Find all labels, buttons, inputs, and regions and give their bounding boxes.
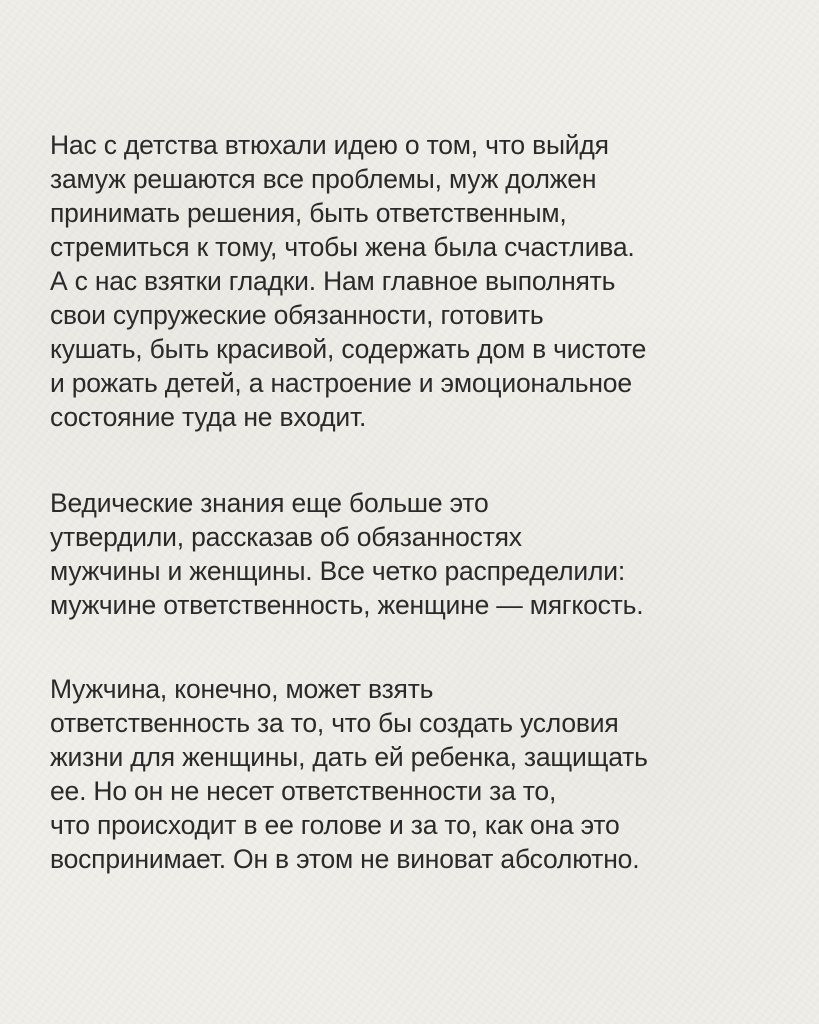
text-line: ответственность за то, что бы создать условия	[50, 708, 619, 738]
text-line: стремиться к тому, чтобы жена была счастлива.	[50, 232, 635, 262]
text-line: замуж решаются все проблемы, муж должен	[50, 164, 597, 194]
text-line: жизни для женщины, дать ей ребенка, защищать	[50, 742, 648, 772]
text-line: А с нас взятки гладки. Нам главное выполнять	[50, 266, 616, 296]
text-line: Нас с детства втюхали идею о том, что выйдя	[50, 130, 609, 160]
text-line: и рожать детей, а настроение и эмоциональное	[50, 368, 632, 398]
text-line: воспринимает. Он в этом не виноват абсолютно.	[50, 844, 640, 874]
text-line: мужчине ответственность, женщине — мягкость.	[50, 590, 644, 620]
text-line: утвердили, рассказав об обязанностях	[50, 522, 522, 552]
text-line: принимать решения, быть ответственным,	[50, 198, 567, 228]
text-line: Ведические знания еще больше это	[50, 488, 489, 518]
text-line: что происходит в ее голове и за то, как она это	[50, 810, 620, 840]
text-line: Мужчина, конечно, может взять	[50, 674, 434, 704]
text-line: ее. Но он не несет ответственности за то,	[50, 776, 557, 806]
paragraph-2	[50, 486, 780, 622]
text-body	[50, 128, 780, 876]
text-line: кушать, быть красивой, содержать дом в чистоте	[50, 334, 647, 364]
text-line: мужчины и женщины. Все четко распределили:	[50, 556, 626, 586]
paragraph-3	[50, 672, 780, 876]
text-line: свои супружеские обязанности, готовить	[50, 300, 544, 330]
text-line: состояние туда не входит.	[50, 402, 367, 432]
paragraph-1	[50, 128, 780, 434]
